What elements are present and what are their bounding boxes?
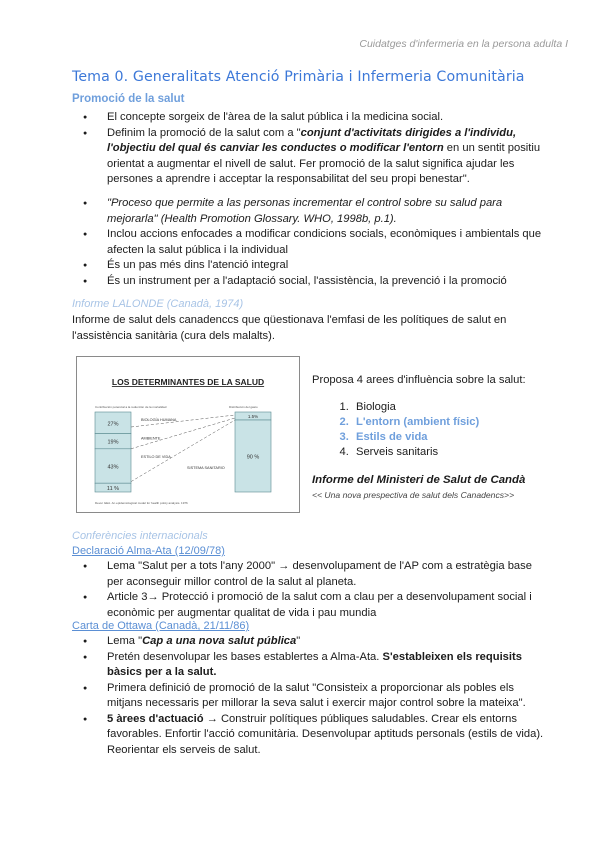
list-item-text: Definim la promoció de la salut com a "	[107, 126, 301, 139]
promocio-list	[72, 110, 547, 188]
list-item	[107, 196, 547, 227]
list-item	[107, 126, 547, 188]
list-item	[107, 274, 547, 290]
ministry-title: Informe del Ministeri de Salut de Candà	[312, 474, 526, 486]
determinants-chart	[76, 356, 300, 513]
list-item-text: → Construir polítiques públiques saludables. Crear els entorns favorables. Enfortir l'acció comunitària. Desenvolupar aptituds personals (estils de vida). Reorientar els serveis de salut.	[107, 712, 544, 756]
right-bar-label: 90 %	[246, 454, 260, 461]
chart-title: LOS DETERMINANTES DE LA SALUD	[111, 377, 265, 387]
left-bar-caption: Contribución potencial a la reducción de la mortalidad	[95, 405, 167, 409]
right-bar-label: 1.5%	[247, 414, 259, 419]
connector-line	[131, 418, 235, 449]
list-item	[107, 227, 547, 258]
list-item	[107, 110, 547, 126]
list-item-text: És un instrument per a l'adaptació social, l'assistència, la prevenció i la promoció	[107, 274, 507, 287]
lalonde-text: Informe de salut dels canadenccs que qüestionava l'emfasi de les polítiques de salut en l'assistència sanitària (cura dels malalts).	[72, 314, 507, 342]
list-item	[107, 258, 547, 274]
areas-list	[330, 400, 479, 460]
lalonde-heading: Informe LALONDE (Canadà, 1974)	[72, 298, 244, 310]
page-title: Tema 0. Generalitats Atenció Primària i Infermeria Comunitària	[72, 69, 525, 85]
list-item-text: Primera definició de promoció de la salut "Consisteix a proporcionar als pobles els mitjans necessaris per millorar la seva salut i exercir major control sobre la mateixa".	[107, 681, 526, 709]
area-item: 4. Serveis sanitaris	[352, 445, 479, 460]
connector-line	[131, 420, 235, 482]
list-item	[107, 650, 547, 681]
definition-emphasis: conjunt d'activitats dirigides a l'individu, l'objectiu del qual és canviar les conductes o modificar l'entorn	[107, 126, 517, 154]
list-item	[107, 634, 547, 650]
category-label: BIOLOGÍA HUMANA	[141, 418, 177, 422]
ottawa-list	[72, 634, 547, 758]
requisits-emphasis: S'estableixen els requisits bàsics per a la salut.	[107, 650, 522, 678]
area-item: 3. Estils de vida	[352, 430, 479, 445]
areas-intro: Proposa 4 arees d'influència sobre la salut:	[312, 374, 526, 386]
list-item-text: Lema "	[107, 635, 143, 647]
list-item-text: És un pas més dins l'atenció integral	[107, 259, 289, 271]
arees-emphasis: 5 àrees d'actuació	[107, 712, 204, 725]
left-bar-label: 27%	[107, 421, 119, 428]
left-bar-label: 11 %	[106, 486, 120, 493]
list-item-text: El concepte sorgeix de l'àrea de la salut pública i la medicina social.	[107, 111, 444, 123]
category-label: SISTEMA SANITARIO	[187, 466, 225, 471]
list-item-text: "Proceso que permite a las personas incrementar el control sobre su salud para mejorarla" (Health Promotion Glossary. WHO, 1998b, p.1).	[107, 197, 503, 225]
list-item	[107, 712, 547, 759]
list-item-text: "	[296, 635, 301, 647]
list-item	[107, 590, 547, 621]
section-heading-promocio: Promoció de la salut	[72, 93, 185, 105]
chart-source: Dever GEA. An epidemiological model for health policy analysis. 1976	[95, 501, 188, 505]
list-item-text: Lema "Salut per a tots l'any 2000" → desenvolupament de l'AP com a estratègia base per aconseguir millor control de la salut al planeta.	[107, 560, 532, 588]
conferencies-heading: Conferències internacionals	[72, 530, 208, 542]
list-item-text: Article 3→ Protecció i promoció de la salut com a clau per a desenvolupament social i econòmic per augmentar qualitat de vida i pau mundia	[107, 591, 532, 619]
area-item: 2. L'entorn (ambient físic)	[352, 415, 479, 430]
category-label: ESTILO DE VIDA	[141, 454, 171, 459]
list-item-text: Pretén desenvolupar les bases establertes a Alma-Ata.	[107, 650, 383, 663]
ottawa-link[interactable]: Carta de Ottawa (Canadà, 21/11/86)	[72, 620, 250, 632]
lema-emphasis: Cap a una nova salut pública	[142, 635, 297, 647]
alma-ata-list	[72, 559, 547, 621]
right-bar-caption: Distribución del gasto	[229, 405, 258, 409]
ministry-subtitle: << Una nova prespectiva de salut dels Canadencs>>	[312, 490, 515, 500]
list-item-text: en un sentit positiu orientat a augmentar el nivell de salut. Fer promoció de la salut significa ajudar les persones a aprendre i acceptar la responsabilitat del seu propi benestar".	[107, 142, 541, 185]
category-label: AMBIENTE	[141, 436, 161, 441]
area-item: 1. Biologia	[352, 400, 479, 415]
course-header: Cuidatges d'infermeria en la persona adulta I	[359, 38, 568, 50]
list-item	[107, 559, 547, 590]
promocio-list-2	[72, 196, 547, 289]
list-item-text: Inclou accions enfocades a modificar condicions socials, econòmiques i ambientals que afecten la salut pública i la individual	[107, 228, 542, 256]
determinants-chart-svg	[77, 357, 299, 512]
left-bar-label: 43%	[107, 464, 119, 471]
alma-ata-link[interactable]: Declaració Alma-Ata (12/09/78)	[72, 545, 225, 557]
left-bar-label: 19%	[107, 439, 119, 446]
list-item	[107, 681, 547, 712]
